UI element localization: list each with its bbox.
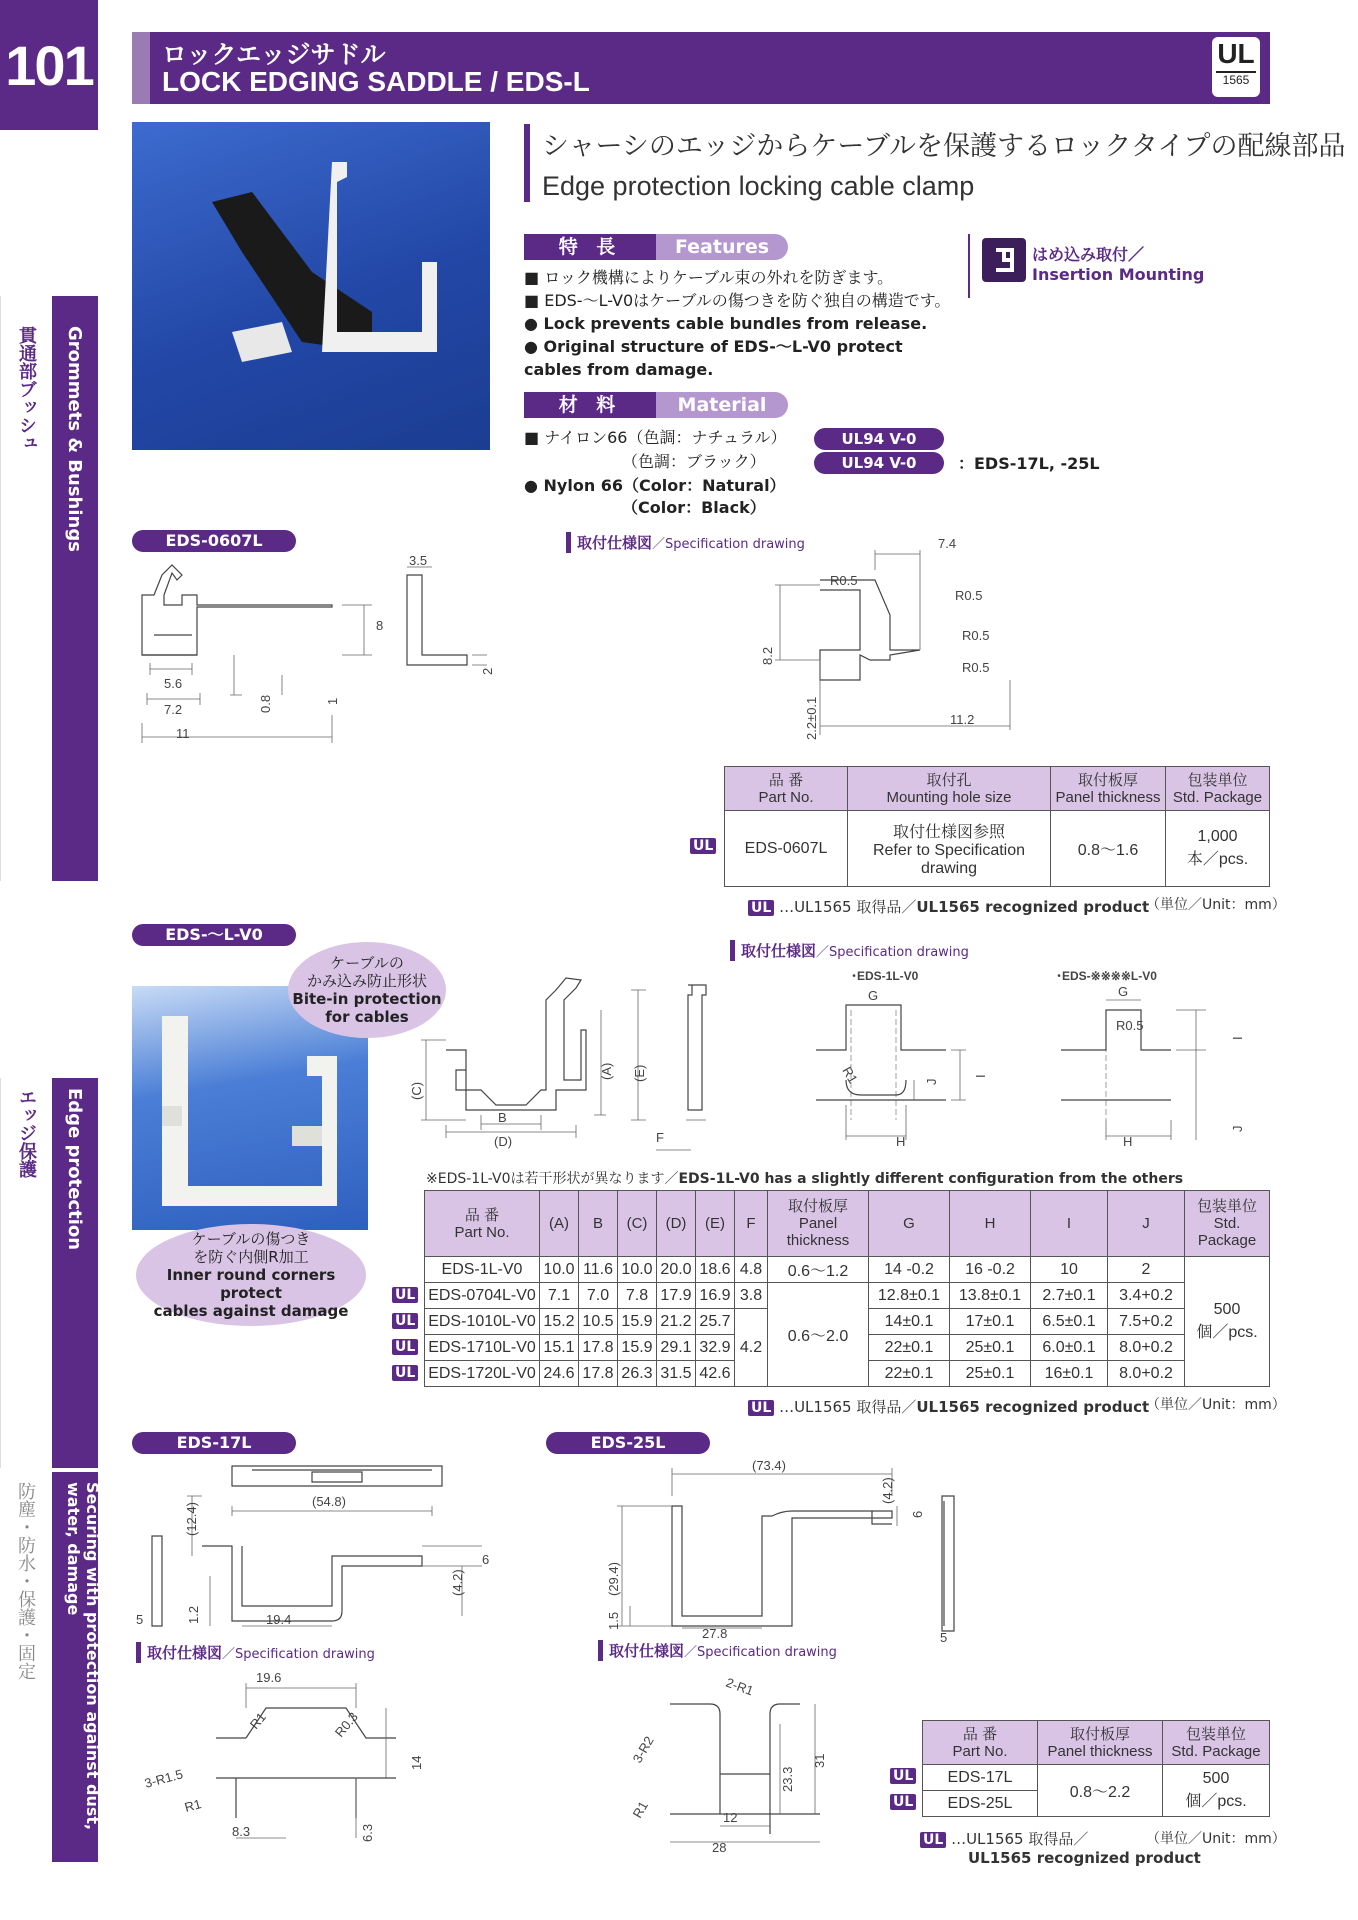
dim-label: I: [973, 1074, 988, 1078]
product-photo-eds-0607l: [132, 122, 490, 450]
dim-label: R0.5: [1116, 1018, 1144, 1033]
dim-label: H: [1123, 1134, 1133, 1149]
th-c: (C): [618, 1191, 657, 1257]
table-row: EDS-1010L-V0 15.2 10.5 15.9 21.2 25.7 4.2 14±0.1 17±0.1 6.5±0.1 7.5+0.2: [425, 1309, 1270, 1335]
dim-label: 1: [325, 697, 340, 705]
dim-label: R1: [246, 1709, 269, 1732]
dim-label: (E): [632, 1064, 647, 1082]
th-std-package: 包装単位 Std. Package: [1163, 1721, 1270, 1765]
dim-label: (4.2): [880, 1477, 895, 1504]
subtitle-jp: シャーシのエッジからケーブルを保護するロックタイプの配線部品: [542, 131, 1346, 162]
side-tab-edge: Edge protection: [52, 1078, 98, 1468]
table-row: EDS-1710L-V0 15.1 17.8 15.9 29.1 32.9 22±0.1 25±0.1 6.0±0.1 8.0+0.2: [425, 1335, 1270, 1361]
table-eds-17l-25l: [922, 1720, 1270, 1817]
dim-label: 2-R1: [723, 1674, 756, 1699]
th-std-package: 包装単位 Std. Package: [1185, 1191, 1270, 1257]
dim-label: J: [1230, 1125, 1245, 1132]
cell-part: EDS-0607L: [725, 811, 848, 887]
dim-label: 6: [910, 1510, 925, 1518]
dim-label: 5: [940, 1630, 948, 1642]
ul-1565-badge: [1212, 37, 1260, 97]
feature-item: ● Original structure of EDS-〜L-V0 protect cables from damage.: [524, 337, 903, 379]
dim-label: G: [1118, 984, 1129, 999]
subtitle: [524, 124, 1346, 202]
spec-drawing-title: 取付仕様図／Specification drawing: [566, 532, 805, 553]
dim-label: (4.2): [450, 1569, 465, 1596]
material-line-1: ■ ナイロン66（色調：ナチュラル）: [524, 428, 787, 447]
drawing-eds-l-v0: [406, 970, 1286, 1156]
table-row: EDS-17L 0.8〜2.2 500 個／pcs.: [923, 1765, 1270, 1791]
dim-label: 12: [723, 1810, 738, 1825]
th-panel-thickness: 取付板厚 Panel thickness: [768, 1191, 869, 1257]
feature-item: ■ EDS-〜L-V0はケーブルの傷つきを防ぐ独自の構造です。: [524, 291, 951, 310]
side-tab-securing: Securing with protection against dust, water, damage: [52, 1472, 98, 1862]
dim-label: 23.3: [780, 1766, 795, 1792]
mounting-divider: [968, 234, 970, 298]
th-f: F: [735, 1191, 768, 1257]
table-row: EDS-0704L-V0 7.1 7.0 7.8 17.9 16.9 3.8 0.6〜2.0 12.8±0.1 13.8±0.1 2.7±0.1 3.4+0.2: [425, 1283, 1270, 1309]
dim-label: F: [656, 1130, 664, 1145]
label-eds-l-v0: EDS-〜L-V0: [132, 924, 296, 946]
dim-label: 2.2±0.1: [804, 696, 819, 740]
spec-drawing-eds-17l: [136, 1668, 436, 1848]
dim-label: R1: [182, 1796, 203, 1815]
feature-item: ● Lock prevents cable bundles from release.: [524, 314, 928, 333]
title-jp: ロックエッジサドル: [162, 40, 386, 69]
unit-note: （単位／Unit：mm）: [1146, 897, 1286, 913]
dim-label: R0.5: [830, 573, 858, 588]
title-en: LOCK EDGING SADDLE / EDS-L: [162, 66, 590, 97]
label-eds-25l: EDS-25L: [546, 1432, 710, 1454]
material-header: 材 料 Material: [524, 392, 788, 418]
features-header: 特 長 Features: [524, 234, 788, 260]
dim-label: 28: [712, 1840, 727, 1854]
drawing-eds-0607l: [132, 555, 512, 755]
dim-label: H: [896, 1134, 906, 1149]
th-part-no: 品 番 Part No.: [725, 767, 848, 811]
dim-label: 5.6: [164, 676, 183, 691]
page-number: 101: [0, 0, 98, 130]
eds-l-note: ※EDS-1L-V0は若干形状が異なります／EDS-1L-V0 has a slightly different configuration from the others: [426, 1171, 1184, 1187]
dim-label: R0.5: [962, 660, 990, 675]
dim-label: 19.4: [266, 1612, 292, 1627]
dim-label: 8: [376, 618, 384, 633]
dim-label: (12.4): [184, 1502, 199, 1536]
dim-label: (73.4): [752, 1458, 786, 1473]
material-line-4: （Color：Black）: [622, 498, 766, 517]
cell-thickness: 0.6〜2.0: [768, 1283, 869, 1387]
cell-f: 4.2: [735, 1309, 768, 1387]
th-b: B: [579, 1191, 618, 1257]
ul-badge-number: 1565: [1216, 71, 1256, 87]
title-bar-accent: [132, 32, 150, 104]
dim-label: 5: [136, 1612, 144, 1627]
ul-note: UL …UL1565 取得品／ UL1565 recognized product: [920, 1828, 1201, 1867]
mounting-label: はめ込み取付／ Insertion Mounting: [1032, 245, 1205, 284]
dim-label: 3-R1.5: [142, 1766, 185, 1791]
ul-note: UL …UL1565 取得品／UL1565 recognized product: [748, 896, 1149, 917]
dim-label: 7.2: [164, 702, 183, 717]
dim-label: 14: [409, 1755, 424, 1770]
dim-label: 3.5: [409, 555, 428, 568]
side-tab-grommets-jp: 貫通部ブッシュ: [0, 296, 47, 881]
product-illustration: [132, 122, 490, 450]
insertion-mounting-icon: [982, 238, 1026, 282]
dim-label: R1: [839, 1064, 861, 1086]
dim-label: 0.8: [258, 694, 273, 713]
th-part-no: 品 番 Part No.: [923, 1721, 1038, 1765]
ul-mark: UL: [392, 1313, 418, 1329]
th-panel-thickness: 取付板厚 Panel thickness: [1038, 1721, 1163, 1765]
cell-package: 500 個／pcs.: [1185, 1257, 1270, 1387]
dim-label: I: [1230, 1036, 1245, 1040]
th-e: (E): [696, 1191, 735, 1257]
dim-label: G: [868, 988, 879, 1003]
unit-note: （単位／Unit：mm）: [1146, 1831, 1286, 1847]
ul-mark: UL: [392, 1365, 418, 1381]
dim-label: R0.3: [331, 1709, 361, 1740]
spec-drawing-title: 取付仕様図／Specification drawing: [136, 1642, 375, 1663]
ul-mark: UL: [392, 1339, 418, 1355]
dim-label: 11: [176, 726, 190, 741]
dim-label: R1: [629, 1798, 651, 1821]
table-eds-l-v0: [424, 1190, 1270, 1387]
unit-note: （単位／Unit：mm）: [1146, 1397, 1286, 1413]
cell-hole: 取付仕様図参照 Refer to Specification drawing: [848, 811, 1051, 887]
th-mounting-hole: 取付孔 Mounting hole size: [848, 767, 1051, 811]
th-h: H: [950, 1191, 1031, 1257]
dim-label: R0.5: [955, 588, 983, 603]
side-tab-securing-jp: 防塵・防水・保護・固定: [0, 1472, 46, 1862]
dim-label: 31: [812, 1753, 827, 1768]
th-part-no: 品 番 Part No.: [425, 1191, 540, 1257]
callout-inner-round-corners: ケーブルの傷つき を防ぐ内側R加工 Inner round corners protect cables against damage: [136, 1224, 366, 1326]
th-i: I: [1031, 1191, 1108, 1257]
dim-label: 7.4: [938, 536, 957, 551]
ul94-grade-pill: UL94 V-0: [814, 452, 944, 474]
callout-bite-in-protection: ケーブルの かみ込み防止形状 Bite-in protection for cables: [288, 942, 446, 1038]
dim-label: R0.5: [962, 628, 990, 643]
table-eds-0607l: [724, 766, 1270, 887]
features-list: [524, 266, 964, 381]
table-row: EDS-25L: [923, 1791, 1270, 1817]
ul94-grade-pill: UL94 V-0: [814, 428, 944, 450]
spec-drawing-title: 取付仕様図／Specification drawing: [730, 940, 969, 961]
dim-label: 11.2: [950, 712, 975, 727]
th-g: G: [869, 1191, 950, 1257]
dim-label: (A): [599, 1062, 614, 1080]
th-a: (A): [540, 1191, 579, 1257]
subtitle-en: Edge protection locking cable clamp: [542, 171, 975, 201]
dim-label: J: [924, 1078, 939, 1085]
dim-label: 6: [482, 1552, 490, 1567]
dim-label: (D): [494, 1134, 513, 1149]
ul-mark: UL: [890, 1768, 916, 1784]
side-tab-grommets: Grommets & Bushings: [52, 296, 98, 881]
th-j: J: [1108, 1191, 1185, 1257]
ul-mark: UL: [392, 1287, 418, 1303]
side-tab-edge-jp: エッジ保護: [0, 1078, 47, 1468]
dim-label: B: [498, 1110, 507, 1125]
th-d: (D): [657, 1191, 696, 1257]
dim-label: 1.5: [606, 1611, 621, 1630]
th-panel-thickness: 取付板厚 Panel thickness: [1051, 767, 1166, 811]
spec-drawing-eds-25l: [620, 1664, 900, 1854]
dim-label: 8.2: [760, 646, 775, 665]
spec-drawing-eds-0607l: [740, 530, 1040, 750]
dim-label: (54.8): [312, 1494, 346, 1509]
label-eds-0607l: EDS-0607L: [132, 530, 296, 552]
dim-label: 3-R2: [629, 1733, 657, 1766]
grade-note: ：EDS-17L, -25L: [958, 454, 1100, 473]
spec-drawing-title: 取付仕様図／Specification drawing: [598, 1640, 837, 1661]
dim-label: (C): [409, 1081, 424, 1100]
ul-mark: UL: [690, 838, 716, 854]
cell-package: 500 個／pcs.: [1163, 1765, 1270, 1817]
th-std-package: 包装単位 Std. Package: [1166, 767, 1270, 811]
cell-thickness: 0.8〜2.2: [1038, 1765, 1163, 1817]
material-line-2: （色調：ブラック）: [622, 452, 766, 471]
label-eds-17l: EDS-17L: [132, 1432, 296, 1454]
ul-badge-mark: UL: [1217, 38, 1255, 69]
cell-thickness: 0.8〜1.6: [1051, 811, 1166, 887]
feature-item: ■ ロック機構によりケーブル束の外れを防ぎます。: [524, 268, 894, 287]
drawing-eds-17l: [132, 1456, 522, 1634]
dim-label: 2: [480, 667, 495, 675]
ul-mark: UL: [890, 1794, 916, 1810]
table-row: EDS-1720L-V0 24.6 17.8 26.3 31.5 42.6 22±0.1 25±0.1 16±0.1 8.0+0.2: [425, 1361, 1270, 1387]
drawing-label-eds-1l-v0: ･EDS-1L-V0: [851, 970, 919, 983]
table-row: EDS-1L-V0 10.0 11.6 10.0 20.0 18.6 4.8 0.6〜1.2 14 -0.2 16 -0.2 10 2 500 個／pcs.: [425, 1257, 1270, 1283]
dim-label: 19.6: [256, 1670, 282, 1685]
dim-label: (29.4): [606, 1562, 621, 1596]
dim-label: 1.2: [186, 1605, 201, 1624]
ul-note: UL …UL1565 取得品／UL1565 recognized product: [748, 1396, 1149, 1417]
dim-label: 27.8: [702, 1626, 728, 1641]
dim-label: 8.3: [232, 1824, 251, 1839]
title-bar: [132, 32, 1270, 104]
cell-package: 1,000 本／pcs.: [1166, 811, 1270, 887]
dim-label: 6.3: [360, 1823, 375, 1842]
drawing-eds-25l: [592, 1456, 982, 1642]
table-row: [725, 811, 1270, 887]
material-line-3: ● Nylon 66（Color：Natural）: [524, 476, 786, 495]
drawing-label-eds-xxxx-l-v0: ･EDS-※※※※L-V0: [1056, 970, 1157, 983]
